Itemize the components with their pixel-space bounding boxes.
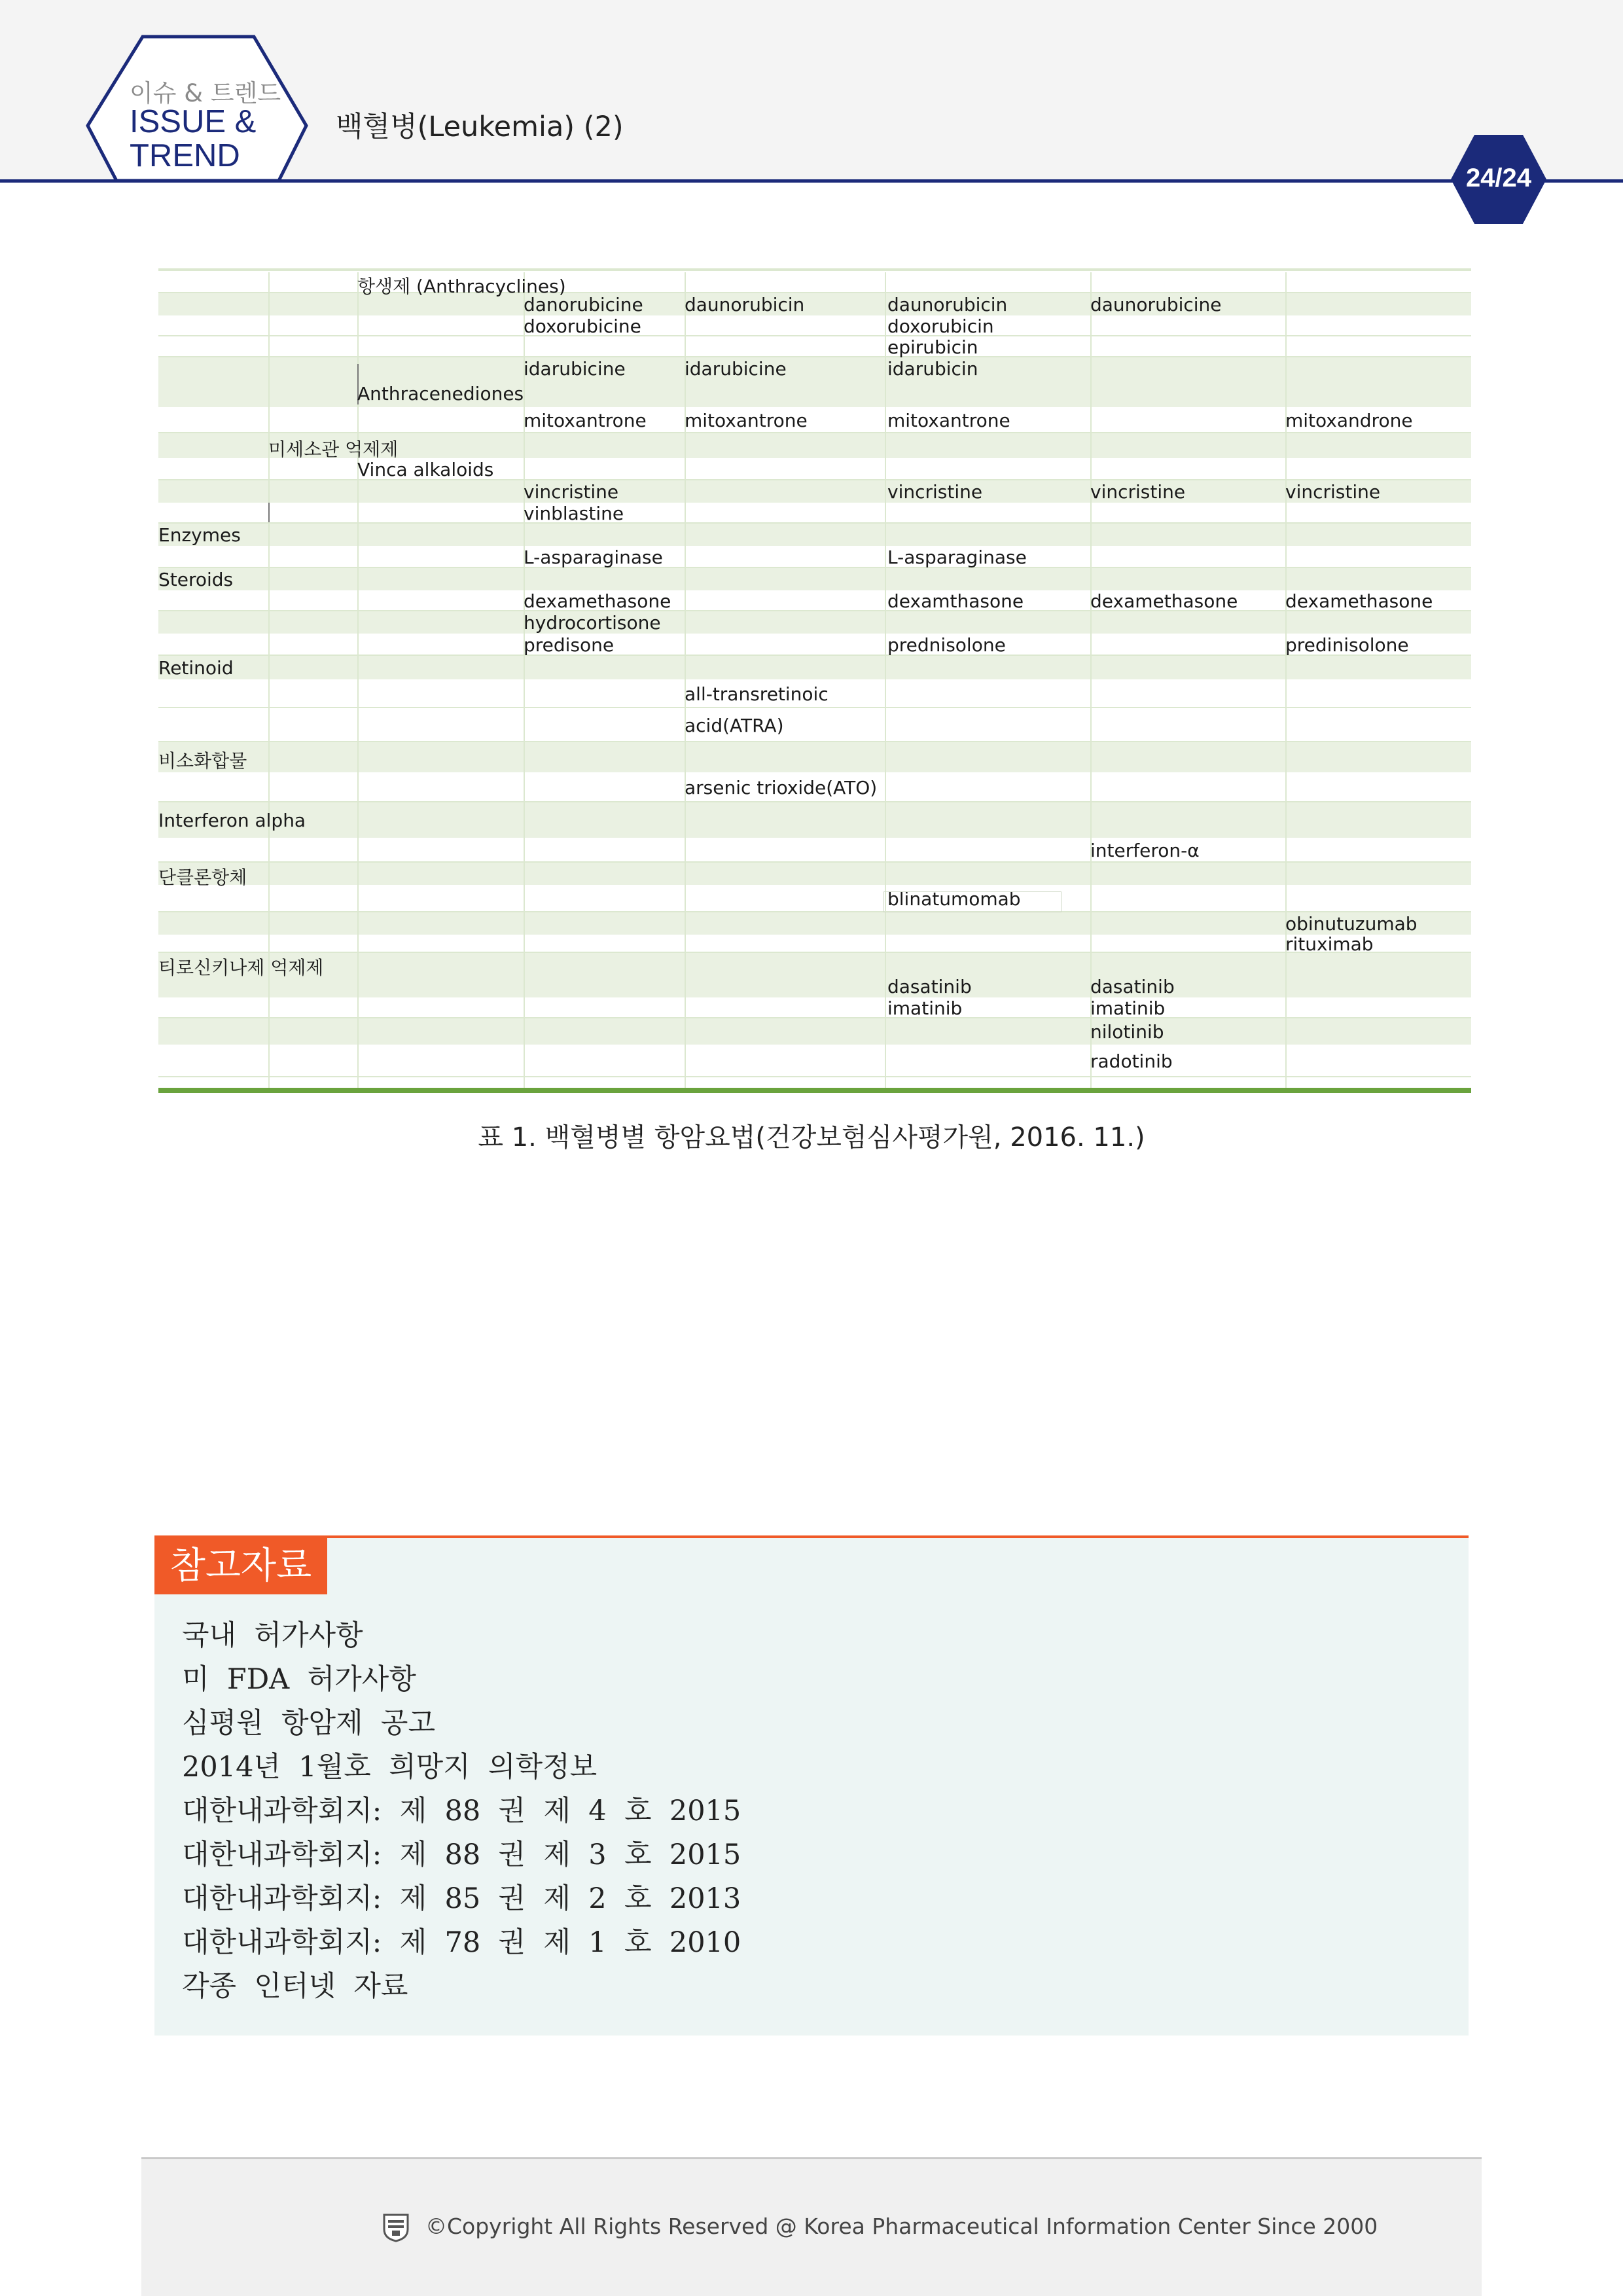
table-cell: imatinib [1090,997,1166,1019]
table-cell: mitoxantrone [685,410,808,431]
table-cell: imatinib [887,997,963,1019]
reference-item: 대한내과학회지: 제 85 권 제 2 호 2013 [182,1882,741,1915]
table-cell: mitoxantrone [887,410,1010,431]
table-cell: dexamethasone [1285,590,1433,612]
table-cell: predisone [524,634,615,656]
table-cell: 비소화합물 [158,750,247,772]
table-cell: obinutuzumab [1285,913,1418,935]
table-cell: 단클론항체 [158,867,247,888]
table-cell: dexamethasone [524,590,671,612]
kpic-logo-icon [382,2212,410,2242]
reference-item: 2014년 1월호 희망지 의학정보 [182,1751,597,1784]
header-divider [0,179,1623,183]
table-row-band [158,953,1471,975]
table-group-bracket [268,503,270,522]
table-cell: vinblastine [524,503,624,524]
table-column-line [1090,272,1092,1088]
table-row-band [158,656,1471,679]
table-cell: vincristine [1090,481,1186,503]
table-cell: dasatinib [1090,976,1175,997]
table-cell: L-asparaginase [887,547,1027,568]
table-row-line [158,707,1471,708]
page-number: 24/24 [1465,164,1532,192]
table-cell: predinisolone [1285,634,1409,656]
table-cell: daunorubicin [887,294,1008,315]
table-cell: mitoxandrone [1285,410,1413,431]
table-cell: blinatumomab [887,888,1021,910]
table-column-line [685,272,686,1088]
table-cell: 항생제 (Anthracyclines) [357,276,566,297]
page-title: 백혈병(Leukemia) (2) [336,111,624,143]
table-cell: daunorubicin [685,294,805,315]
table-cell: doxorubicine [524,315,641,337]
table-row-band [158,1018,1471,1045]
table-cell: rituximab [1285,933,1374,955]
reference-item: 심평원 항암제 공고 [182,1707,435,1740]
table-column-line [1285,272,1287,1088]
table-cell: mitoxantrone [524,410,647,431]
table-row-band [158,357,1471,380]
references-title: 참고자료 [154,1538,327,1594]
table-cell: Vinca alkaloids [357,459,494,480]
table-cell: acid(ATRA) [685,715,784,736]
reference-item: 대한내과학회지: 제 88 권 제 4 호 2015 [182,1795,741,1827]
reference-item: 미 FDA 허가사항 [182,1663,416,1696]
table-cell: Retinoid [158,657,234,679]
references-top-rule [154,1535,1469,1538]
footer-divider [141,2157,1482,2159]
reference-item: 대한내과학회지: 제 88 권 제 3 호 2015 [182,1839,741,1871]
table-cell: idarubicin [887,358,978,380]
table-caption: 표 1. 백혈병별 항암요법(건강보험심사평가원, 2016. 11.) [478,1122,1145,1153]
table-cell: epirubicin [887,336,978,358]
table-cell: interferon-α [1090,840,1200,861]
table-cell: 티로신키나제 억제제 [158,957,324,978]
table-cell: hydrocortisone [524,612,661,634]
table-cell: idarubicine [524,358,626,380]
table-cell: Steroids [158,569,234,590]
table-cell: vincristine [1285,481,1381,503]
table-row-band [158,975,1471,997]
table-cell: arsenic trioxide(ATO) [685,777,878,798]
table-row-line [158,335,1471,336]
table-row-band [158,802,1471,838]
table-cell: 미세소관 억제제 [268,439,399,460]
table-cell: dexamethasone [1090,590,1238,612]
table-cell: Interferon alpha [158,810,306,831]
table-row-band [158,293,1471,315]
table-column-line [885,272,886,1088]
table-row-band [158,863,1471,885]
references-list [182,1614,741,2009]
table-cell: dexamthasone [887,590,1024,612]
logo-korean-label: 이슈 & 트렌드 [130,79,281,107]
table-cell: dasatinib [887,976,972,997]
table-row-band [158,524,1471,546]
table-cell: all-transretinoic [685,683,829,705]
table-row-line [158,1076,1471,1077]
table-row-band [158,912,1471,935]
chemotherapy-table [158,272,1471,1094]
reference-item: 각종 인터넷 자료 [182,1970,408,2003]
table-top-rule [158,268,1471,271]
table-cell: doxorubicin [887,315,994,337]
table-cell: danorubicine [524,294,643,315]
table-cell: prednisolone [887,634,1006,656]
table-cell: vincristine [524,481,619,503]
table-row-band [158,742,1471,772]
cell-highlight-box [883,891,1061,912]
copyright-text: ©Copyright All Rights Reserved @ Korea Pharmaceutical Information Center Since 2000 [425,2214,1378,2239]
table-column-line [524,272,525,1088]
table-row-band [158,380,1471,407]
table-cell: Enzymes [158,524,241,546]
table-cell: radotinib [1090,1050,1173,1072]
logo-english-label: ISSUE & TREND [130,104,257,173]
table-cell: L-asparaginase [524,547,663,568]
reference-item: 국내 허가사항 [182,1619,363,1652]
table-cell: Anthracenediones [357,383,524,404]
table-bottom-rule [158,1088,1471,1093]
table-cell: vincristine [887,481,983,503]
table-cell: idarubicine [685,358,787,380]
table-row-band [158,480,1471,503]
reference-item: 대한내과학회지: 제 78 권 제 1 호 2010 [182,1926,741,1959]
table-cell: daunorubicine [1090,294,1222,315]
table-row-band [158,568,1471,590]
table-cell: nilotinib [1090,1021,1164,1043]
table-row-band [158,611,1471,634]
